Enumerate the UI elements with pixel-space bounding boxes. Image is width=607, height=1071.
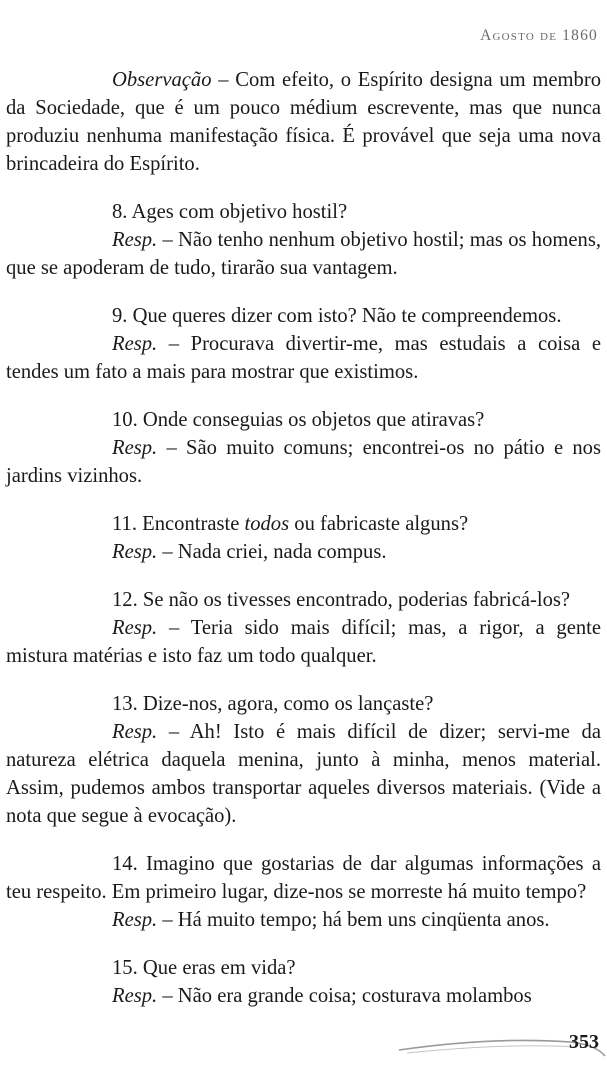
question-12: 12. Se não os tivesses encontrado, poderias fabricá-los? [112, 589, 571, 611]
qa-item-12 [6, 586, 601, 670]
answer-12: – Teria sido mais difícil; mas, a rigor, a gente mistura matérias e isto faz um todo qualquer. [6, 617, 601, 667]
resp-label: Resp. [112, 229, 158, 251]
page-body [6, 66, 601, 1030]
question-11-part1: 11. Encontraste [112, 513, 245, 535]
answer-8: – Não tenho nenhum objetivo hostil; mas os homens, que se apoderam de tudo, tirarão sua vantagem. [6, 229, 601, 279]
qa-item-8 [6, 198, 601, 282]
answer-13: – Ah! Isto é mais difícil de dizer; servi-me da natureza elétrica daquela menina, junto à minha, menos material. Assim, pudemos ambos transportar aqueles diversos materiais. (Vide a nota que segue à evocação). [6, 721, 601, 827]
qa-item-14 [6, 850, 601, 934]
question-11 [6, 510, 601, 538]
question-13: 13. Dize-nos, agora, como os lançaste? [112, 693, 434, 715]
qa-item-11 [6, 510, 601, 566]
resp-label: Resp. [112, 333, 158, 355]
question-8: 8. Ages com objetivo hostil? [112, 201, 348, 223]
qa-item-10 [6, 406, 601, 490]
running-header: Agosto de 1860 [480, 27, 598, 44]
question-11-part2: ou fabricaste alguns? [289, 513, 469, 535]
qa-item-15 [6, 954, 601, 1010]
observation-label: Observação [112, 69, 212, 91]
answer-15: – Não era grande coisa; costurava molambos [157, 985, 532, 1007]
question-14: 14. Imagino que gostarias de dar algumas informações a teu respeito. Em primeiro lugar, dize-nos se morreste há muito tempo? [6, 853, 601, 903]
resp-label: Resp. [112, 617, 158, 639]
qa-item-9 [6, 302, 601, 386]
answer-11: – Nada criei, nada compus. [157, 541, 387, 563]
resp-label: Resp. [112, 985, 158, 1007]
question-11-emphasis: todos [244, 513, 290, 535]
resp-label: Resp. [112, 437, 158, 459]
observation-paragraph [6, 66, 601, 178]
resp-label: Resp. [112, 541, 158, 563]
page-number: 353 [569, 1031, 599, 1053]
question-15: 15. Que eras em vida? [112, 957, 296, 979]
question-10: 10. Onde conseguias os objetos que atiravas? [112, 409, 485, 431]
answer-14: – Há muito tempo; há bem uns cinqüenta anos. [157, 909, 550, 931]
answer-10: – São muito comuns; encontrei-os no pátio e nos jardins vizinhos. [6, 437, 601, 487]
resp-label: Resp. [112, 721, 158, 743]
resp-label: Resp. [112, 909, 158, 931]
question-9: 9. Que queres dizer com isto? Não te compreendemos. [112, 305, 562, 327]
qa-item-13 [6, 690, 601, 830]
answer-9: – Procurava divertir-me, mas estudais a coisa e tendes um fato a mais para mostrar que existimos. [6, 333, 601, 383]
observation-text: – Com efeito, o Espírito designa um membro da Sociedade, que é um pouco médium escrevente, mas que nunca produziu nenhuma manifestação física. É provável que seja uma nova brincadeira do Espírito. [6, 69, 601, 175]
